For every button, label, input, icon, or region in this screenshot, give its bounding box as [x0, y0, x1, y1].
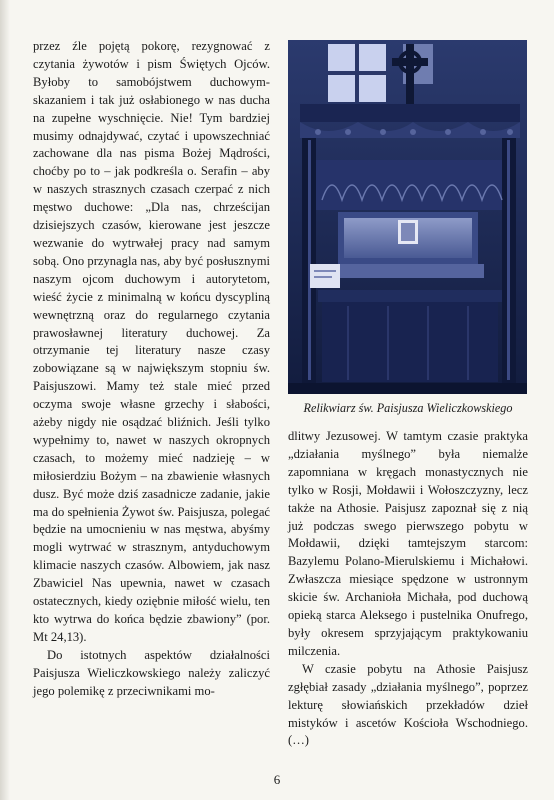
page-edge [0, 0, 10, 800]
reliquary-photo [288, 40, 527, 394]
reliquary-illustration [288, 40, 527, 394]
paragraph: W czasie pobytu na Athosie Paisjusz zgłębiał zasady „działania myślnego”, poprzez lekturę słowiańskich przekładów dzieł mistyków i ascetów Kościoła Wschodniego. (…) [288, 661, 528, 748]
left-text-column [33, 38, 270, 701]
photo-caption: Relikwiarz św. Paisjusza Wieliczkowskiego [303, 401, 513, 415]
right-text-column [288, 428, 528, 750]
page-number: 6 [273, 772, 281, 787]
paragraph: przez źle pojętą pokorę, rezygnować z czytania żywotów i pism Świętych Ojców. Byłoby to samobójstwem duchowym-skazaniem i tak już osłabionego w nas ducha na zupełne wyschnięcie. Nie! Tym bardziej musimy odnajdywać, czytać i upowszechniać zachowane dla nas pisma Bożej Mądrości, choćby po to – jak podkreśla o. Serafin – aby w naszych strasznych czasach czerpać z nich męstwo duchowe: „Dla nas, chrześcijan dzisiejszych czasów, kierowane jest jeszcze wezwanie do wytrwałej pracy nad samym sobą. Ono przynagla nas, aby być posłusznymi naszym ojcom duchowym i autorytetom, wieść życie z minimalną w końcu dyscypliną wewnętrzną oraz do regularnego czytania prawosławnej literatury duchowej. Za otrzymanie tej literatury nasze czasy zobowiązane są w największym stopniu św. Paisjuszowi. Mamy też stale mieć przed oczyma swoje własne grzechy i słabości, ażeby nigdy nie osądzać bliźnich. Jeśli tylko wypełnimy to, nawet w naszych okropnych czasach, to możemy mieć nadzieję – w miłosierdziu Bożym – na zbawienie własnych dusz. Być może dziś zasadnicze zadanie, jakie ma do spełnienia Żywot św. Paisjusza, polegać będzie na umocnieniu w nas męstwa, abyśmy mogli wytrwać w strasznym, antyduchowym klimacie naszych czasów. Albowiem, jak nasz Zbawiciel Nas upewnia, nawet w czasach ostatecznych, kiedy oziębnie miłość wielu, ten kto wytrwa do końca będzie zbawiony” (por. Mt 24,13). [33, 39, 270, 644]
paragraph: Do istotnych aspektów działalności Paisjusza Wieliczkowskiego należy zaliczyć jego polemikę z przeciwnikami mo- [33, 647, 270, 698]
paragraph: dlitwy Jezusowej. W tamtym czasie praktyka „działania myślnego” była niemalże zapomniana w kręgach monastycznych nie tylko w Rosji, Mołdawii i Wołoszczyzny, lecz także na Athosie. Paisjusz zapoznał się z nią już podczas swego pierwszego pobytu w Mołdawii, dzięki tamtejszym starcom: Bazylemu Polano-Mierulskiemu i Michałowi. Zwłaszcza miesiące spędzone w ustronnym skicie św. Archanioła Michała, pod duchową opieką starca Aleksego i pustelnika Onufrego, były okresem sprzyjającym praktykowaniu milczenia. [288, 429, 528, 658]
